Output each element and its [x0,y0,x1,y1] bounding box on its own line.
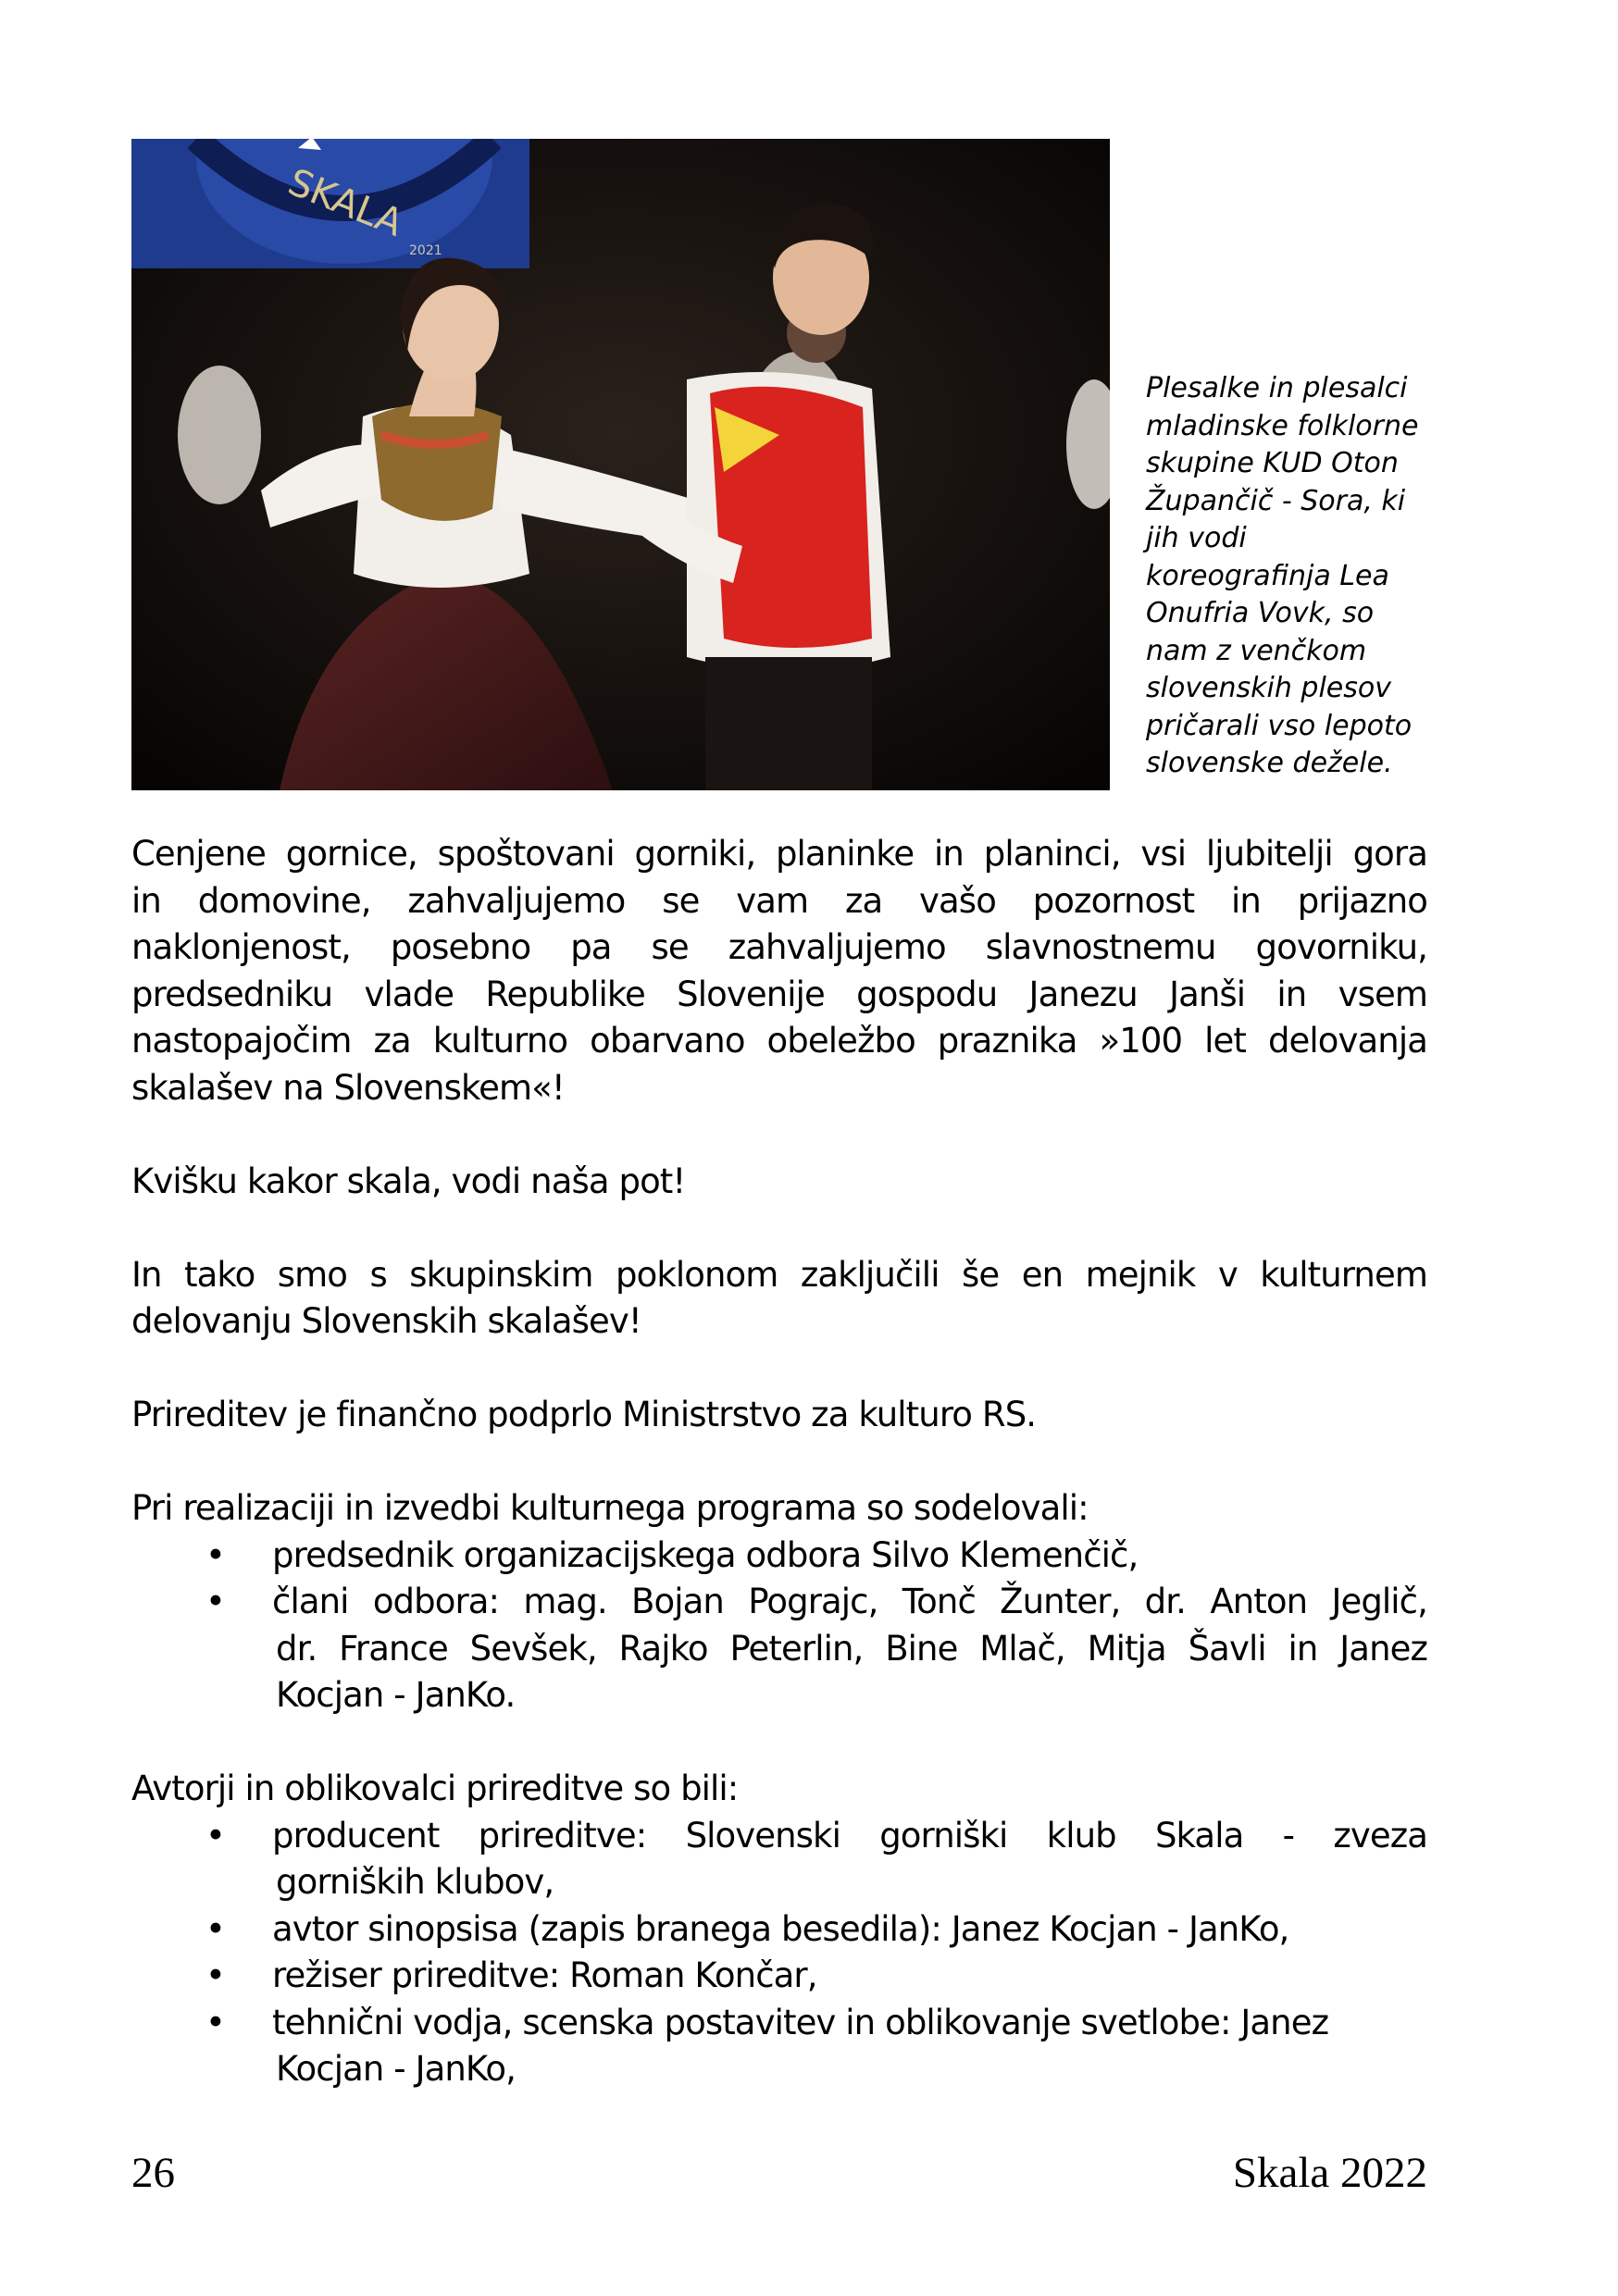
caption-line: pričarali vso lepoto [1146,709,1413,742]
list-item [131,1813,1427,1906]
list-item-text: • avtor sinopsisa (zapis branega besedila): Janez Kocjan - JanKo, [272,1908,1289,1949]
list-item [131,1953,1427,2000]
caption-line: skupine KUD Oton [1146,447,1399,479]
caption-line: slovenske dežele. [1146,747,1393,779]
caption-line: Župančič - Sora, ki [1146,484,1406,517]
paragraph-milestone [131,1252,1427,1346]
caption-line: mladinske folklorne [1146,409,1419,442]
paragraph-thanks [131,831,1427,1111]
paragraph-motto: Kvišku kakor skala, vodi naša pot! [131,1160,686,1201]
caption-line: Plesalke in plesalci [1146,372,1408,404]
publication-title: Skala 2022 [1232,2149,1427,2197]
participants-list [131,1533,1427,1719]
page-number: 26 [131,2149,175,2197]
folk-dance-photo [131,139,1110,790]
paragraph-funding: Prireditev je finančno podprlo Ministrstvo za kulturo RS. [131,1395,1037,1434]
text-line: in domovine, zahvaljujemo se vam za vašo pozornost in prijazno [131,880,1427,921]
caption-line: jih vodi [1146,522,1247,554]
text-line: predsedniku vlade Republike Slovenije gospodu Janezu Janši in vsem [131,974,1427,1014]
list-item-text: • tehnični vodja, scenska postavitev in oblikovanje svetlobe: Janez [272,2002,1329,2042]
text-line: delovanju Slovenskih skalašev! [131,1301,641,1341]
paragraph-participants-intro: Pri realizaciji in izvedbi kulturnega programa so sodelovali: [131,1488,1089,1528]
list-item-text: Kocjan - JanKo. [276,1675,516,1715]
paragraph-authors-intro: Avtorji in oblikovalci prireditve so bili: [131,1769,739,1808]
list-item-text: • producent prireditve: Slovenski gorniški klub Skala - zveza [272,1815,1427,1855]
folk-dance-illustration [131,139,1110,790]
caption-line: nam z venčkom [1146,634,1367,667]
list-item-text: • režiser prireditve: Roman Končar, [272,1955,817,1995]
caption-line: slovenskih plesov [1146,672,1392,704]
text-line: naklonjenost, posebno pa se zahvaljujemo slavnostnemu govorniku, [131,927,1427,967]
caption-line: koreografinja Lea [1146,559,1389,592]
banner-year: 2021 [409,243,442,258]
list-item [131,1906,1427,1954]
text-line: Cenjene gornice, spoštovani gorniki, planinke in planinci, vsi ljubitelji gora [131,834,1427,874]
list-item [131,1533,1427,1580]
list-item-text: Kocjan - JanKo, [276,2049,517,2089]
banner-text: SKALA [281,160,409,245]
list-item [131,2000,1427,2093]
text-line: In tako smo s skupinskim poklonom zaključili še en mejnik v kulturnem [131,1254,1427,1295]
photo-caption [1146,370,1451,783]
list-item-text: gorniških klubov, [276,1862,554,1902]
text-line: skalašev na Slovenskem«! [131,1067,565,1108]
page-footer [131,2145,1427,2201]
skala-banner [131,139,529,268]
list-item [131,1579,1427,1719]
article-body [131,831,1427,2093]
authors-list [131,1813,1427,2093]
list-item-text: • člani odbora: mag. Bojan Pograjc, Tonč Žunter, dr. Anton Jeglič, [272,1582,1427,1621]
list-item-text: dr. France Sevšek, Rajko Peterlin, Bine Mlač, Mitja Šavli in Janez [276,1628,1427,1669]
text-line: nastopajočim za kulturno obarvano obeležbo praznika »100 let delovanja [131,1021,1427,1061]
list-item-text: • predsednik organizacijskega odbora Silvo Klemenčič, [272,1534,1139,1575]
caption-line: Onufria Vovk, so [1146,597,1375,629]
